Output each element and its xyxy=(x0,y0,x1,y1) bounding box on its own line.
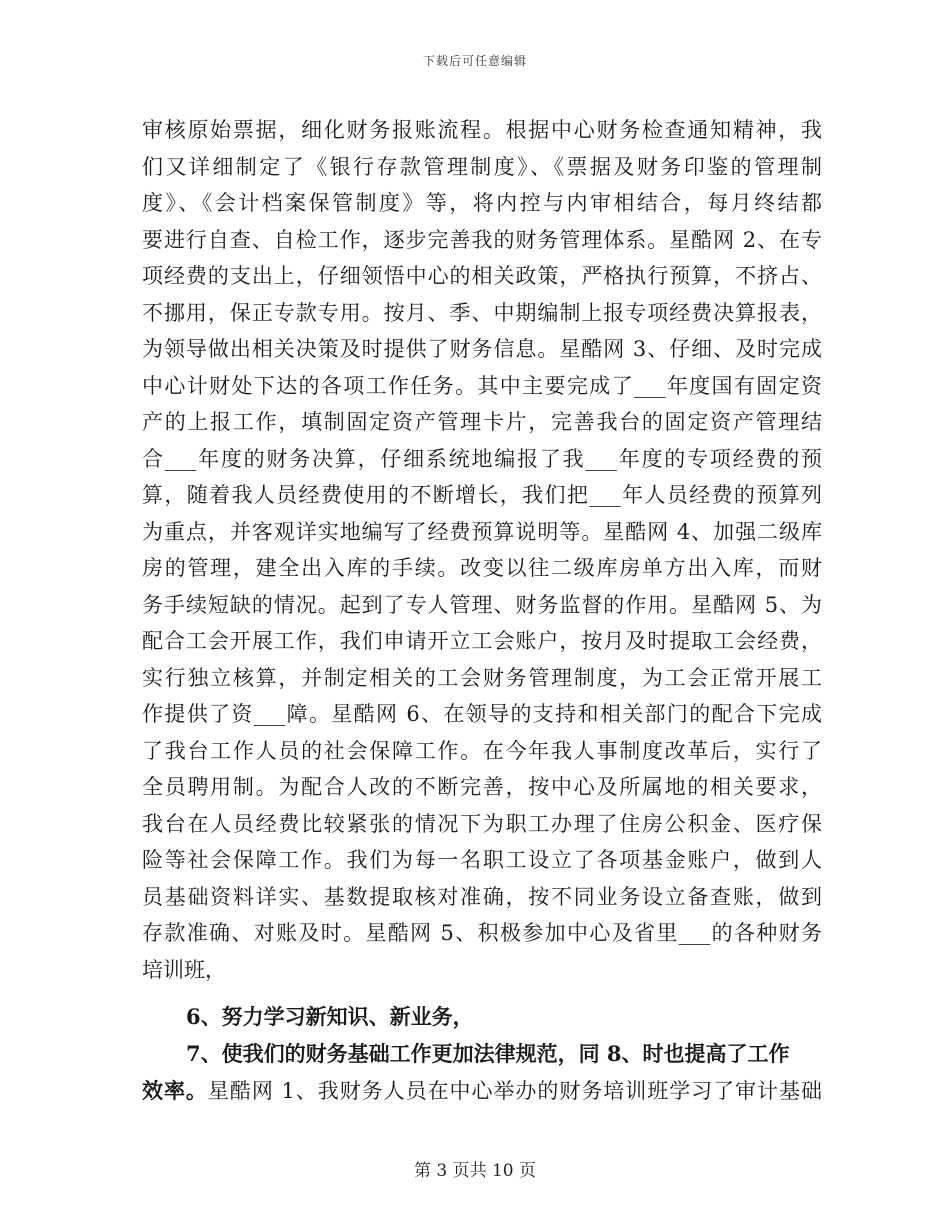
bold-lead-text: 效率。 xyxy=(142,1078,208,1103)
paragraph-line: 不挪用，保正专款专用。按月、季、中期编制上报专项经费决算报表， xyxy=(142,300,822,325)
page-header: 下载后可任意编辑 xyxy=(422,54,527,68)
paragraph-line: 算，随着我人员经费使用的不断增长，我们把___年人员经费的预算列 xyxy=(142,483,822,507)
paragraph-line: 为领导做出相关决策及时提供了财务信息。星酷网 3、仔细、及时完成 xyxy=(142,337,822,361)
paragraph-line: 审核原始票据，细化财务报账流程。根据中心财务检查通知精神，我 xyxy=(142,118,822,142)
paragraph-line: 实行独立核算，并制定相关的工会财务管理制度，为工会正常开展工 xyxy=(142,665,822,690)
main-paragraph xyxy=(142,112,822,988)
paragraph-line: 合___年度的财务决算，仔细系统地编报了我___年度的专项经费的预 xyxy=(142,446,822,471)
normal-trailing-text: 星酷网 1、我财务人员在中心举办的财务培训班学习了审计基础 xyxy=(207,1079,822,1103)
paragraph-line: 险等社会保障工作。我们为每一名职工设立了各项基金账户，做到人 xyxy=(142,848,822,872)
paragraph-line: 产的上报工作，填制固定资产管理卡片，完善我台的固定资产管理结 xyxy=(142,410,822,434)
paragraph-line: 度》、《会计档案保管制度》等，将内控与内审相结合，每月终结都 xyxy=(142,191,822,215)
paragraph-line: 全员聘用制。为配合人改的不断完善，按中心及所属地的相关要求， xyxy=(142,775,822,799)
paragraph-line: 了我台工作人员的社会保障工作。在今年我人事制度改革后，实行了 xyxy=(142,738,822,763)
bold-section xyxy=(142,998,822,1109)
paragraph-line: 存款准确、对账及时。星酷网 5、积极参加中心及省里___的各种财务 xyxy=(142,921,822,945)
paragraph-line: 务手续短缺的情况。起到了专人管理、财务监督的作用。星酷网 5、为 xyxy=(142,592,822,617)
paragraph-line: 作提供了资___障。星酷网 6、在领导的支持和相关部门的配合下完成 xyxy=(142,702,822,726)
paragraph-line: 要进行自查、自检工作，逐步完善我的财务管理体系。星酷网 2、在专 xyxy=(142,227,822,252)
paragraph-line: 项经费的支出上，仔细领悟中心的相关政策，严格执行预算，不挤占、 xyxy=(142,264,822,288)
paragraph-line: 培训班， xyxy=(142,957,226,982)
paragraph-line: 中心计财处下达的各项工作任务。其中主要完成了___年度国有固定资 xyxy=(142,373,822,398)
document-body xyxy=(142,112,822,1109)
paragraph-line: 为重点，并客观详实地编写了经费预算说明等。星酷网 4、加强二级库 xyxy=(142,519,822,544)
paragraph-line: 配合工会开展工作，我们申请开立工会账户，按月及时提取工会经费， xyxy=(142,629,822,653)
mixed-line xyxy=(142,1072,822,1109)
bold-heading: 6、努力学习新知识、新业务， xyxy=(186,1004,474,1029)
paragraph-line: 们又详细制定了《银行存款管理制度》、《票据及财务印鉴的管理制 xyxy=(142,154,822,179)
paragraph-line: 我台在人员经费比较紧张的情况下为职工办理了住房公积金、医疗保 xyxy=(142,811,822,836)
paragraph-line: 员基础资料详实、基数提取核对准确，按不同业务设立备查账，做到 xyxy=(142,884,822,909)
page-footer: 第 3 页共 10 页 xyxy=(413,1161,537,1181)
bold-heading: 7、使我们的财务基础工作更加法律规范，同 8、时也提高了工作 xyxy=(186,1041,790,1066)
paragraph-line: 房的管理，建全出入库的手续。改变以往二级库房单方出入库，而财 xyxy=(142,556,822,580)
